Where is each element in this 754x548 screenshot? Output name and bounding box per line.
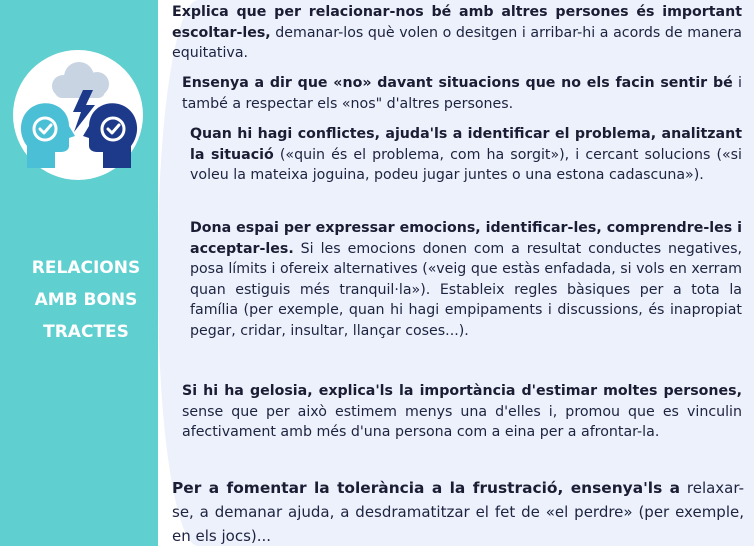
paragraph-frustration — [172, 476, 744, 548]
section-title: RELACIONS AMB BONS TRACTES — [31, 258, 141, 342]
paragraph-body: Si les emocions donen com a resultat conductes negatives, posa límits i ofereix alternatives («veig que estàs enfadada, si vols en xerram quan estiguis més tranquil·la»). Estableix regles bàsiques per a tota la família (per exemple, quan hi hagi empipaments i discussions, és inapropiat pegar, cridar, insultar, llançar coses...). — [190, 240, 742, 339]
paragraph-body: sense que per això estimem menys una d'elles i, promou que es vinculin afectivament amb més d'una persona com a eina per a afrontar-la. — [182, 403, 742, 441]
paragraph-conflicts — [190, 124, 742, 186]
paragraph-body: relaxar-se, a demanar ajuda, a desdramatitzar el fet de «el perdre» (per exemple, en els jocs)... — [172, 479, 744, 545]
paragraph-emotions — [190, 218, 742, 342]
paragraph-jealousy — [182, 381, 742, 443]
paragraph-lead: Explica que per relacionar-nos bé amb altres persones és important escoltar-les, — [172, 4, 742, 41]
paragraph-lead: Ensenya a dir que «no» davant situacions que no els facin sentir bé — [182, 75, 733, 91]
sidebar — [0, 0, 158, 546]
paragraph-body: demanar-los què volen o desitgen i arribar-hi a acords de manera equitativa. — [172, 24, 742, 62]
two-heads-checkmarks-storm-icon — [13, 50, 143, 180]
paragraph-body: i també a respectar els «nos" d'altres persones. — [182, 75, 742, 112]
paragraph-saying-no — [182, 73, 742, 114]
paragraph-body: («quin és el problema, com ha sorgit»), i cercant solucions («si voleu la mateixa joguina, podeu jugar juntes o una estona cadascuna»). — [190, 146, 742, 184]
paragraph-lead: Quan hi hagi conflictes, ajuda'ls a identificar el problema, analitzant la situació — [190, 126, 742, 163]
paragraph-listening — [172, 2, 742, 64]
paragraph-lead: Si hi ha gelosia, explica'ls la importància d'estimar moltes persones, — [182, 383, 742, 399]
paragraph-lead: Dona espai per expressar emocions, identificar-les, comprendre-les i acceptar-les. — [190, 220, 742, 257]
paragraph-lead: Per a fomentar la tolerància a la frustració, ensenya'ls a — [172, 479, 681, 497]
